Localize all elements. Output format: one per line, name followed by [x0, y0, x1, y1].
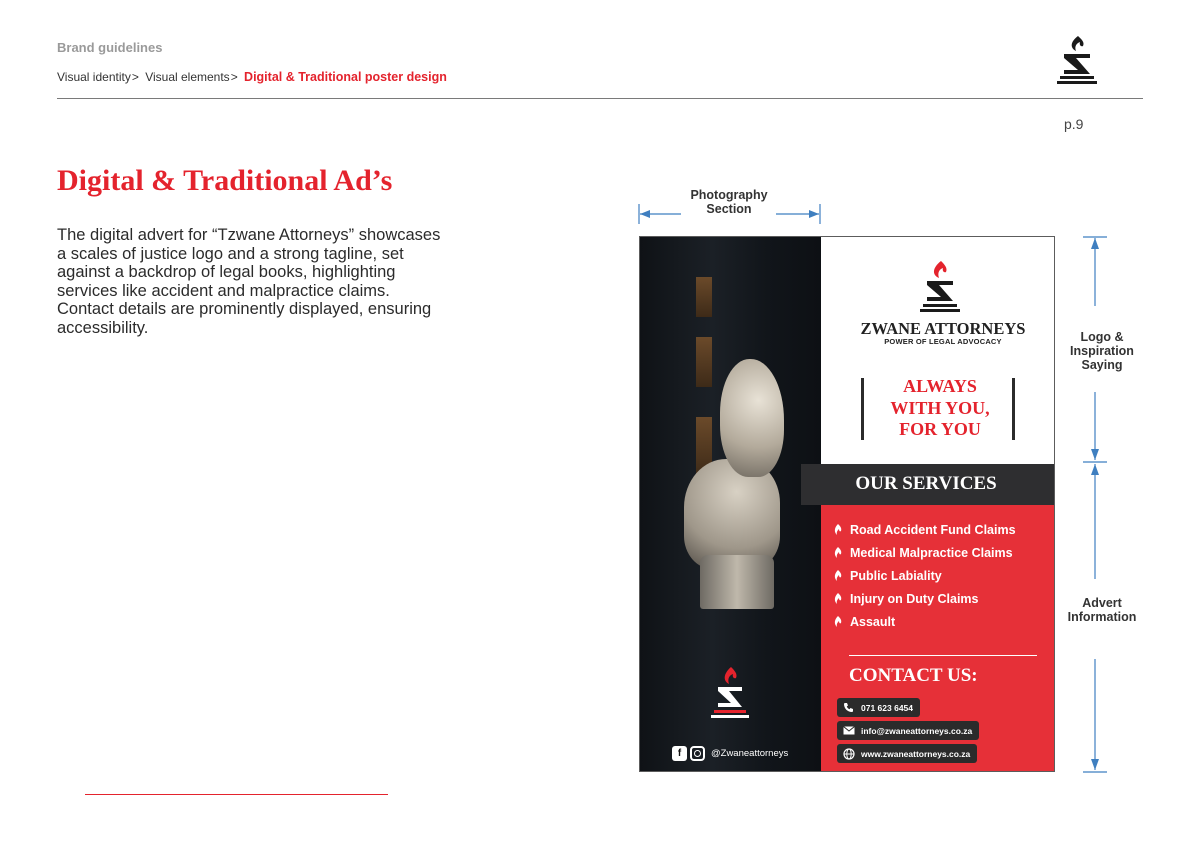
service-item [833, 520, 1016, 540]
flame-bullet-icon [833, 616, 843, 628]
envelope-icon [842, 724, 855, 737]
services-title: OUR SERVICES [855, 473, 997, 494]
page-number: p.9 [1064, 116, 1084, 132]
book-shelf [696, 277, 712, 317]
service-item [833, 566, 942, 586]
flame-bullet-icon [833, 593, 843, 605]
header-divider [57, 98, 1143, 99]
firm-name: ZWANE ATTORNEYS [860, 319, 1026, 338]
section-description: The digital advert for “Tzwane Attorneys” showcases a scales of justice logo and a strong tagline, set against a backdrop of legal books, highlighting services like accident and malpractice claims. Contact details are prominently displayed, ensuring accessibility. [57, 226, 441, 337]
vertical-dimension-arrows [1080, 234, 1110, 776]
photography-width-dimension-arrow [636, 202, 826, 226]
flame-bullet-icon [833, 570, 843, 582]
contact-divider [849, 655, 1037, 656]
breadcrumb-current: Digital & Traditional poster design [244, 70, 447, 84]
firm-tagline: POWER OF LEGAL ADVOCACY [884, 337, 1002, 346]
section-title: Digital & Traditional Ad’s [57, 164, 393, 197]
slogan-left-bar [861, 378, 864, 440]
breadcrumb-separator: > [131, 70, 139, 84]
annotation-line: Information [1067, 610, 1137, 624]
annotation-line: Saying [1081, 358, 1123, 372]
zwane-logo-icon [1054, 34, 1100, 88]
email-address: info@zwaneattorneys.co.za [861, 725, 973, 736]
phone-icon [842, 701, 855, 714]
social-media-row [672, 745, 788, 761]
service-item [833, 589, 979, 609]
phone-number: 071 623 6454 [861, 702, 913, 713]
footer-divider [85, 794, 388, 795]
facebook-icon[interactable]: f [672, 746, 687, 761]
breadcrumb-visual-identity: Visual identity [57, 70, 131, 84]
poster-logo-icon [915, 259, 965, 317]
social-handle: @Zwaneattorneys [711, 747, 789, 759]
service-label: Public Labiality [850, 569, 942, 583]
marble-bust-pedestal [700, 555, 774, 609]
marble-bust-head [720, 359, 784, 477]
brand-guidelines-label: Brand guidelines [57, 40, 163, 55]
breadcrumb [57, 70, 447, 84]
service-item [833, 612, 895, 632]
slogan-line: FOR YOU [899, 419, 981, 439]
breadcrumb-visual-elements: Visual elements [145, 70, 230, 84]
globe-icon [842, 747, 855, 760]
book-shelf [696, 337, 712, 387]
marble-bust-chest [684, 459, 780, 569]
advert-poster [639, 236, 1055, 772]
website-url: www.zwaneattorneys.co.za [861, 748, 971, 759]
flame-bullet-icon [833, 547, 843, 559]
logo-inspiration-label [1058, 330, 1146, 372]
annotation-line: Advert [1082, 596, 1122, 610]
advert-information-panel [821, 505, 1055, 772]
annotation-line: Logo & [1080, 330, 1124, 344]
poster-photography-section [640, 237, 821, 772]
phone-contact[interactable] [837, 698, 920, 717]
annotation-line: Section [706, 202, 752, 216]
flame-bullet-icon [833, 524, 843, 536]
poster-footer-logo-icon [708, 665, 752, 725]
service-label: Assault [850, 615, 896, 629]
contact-title: CONTACT US: [849, 665, 978, 686]
service-item [833, 543, 1013, 563]
breadcrumb-separator: > [230, 70, 238, 84]
slogan-line: ALWAYS [903, 376, 977, 396]
email-contact[interactable] [837, 721, 979, 740]
slogan-line: WITH YOU, [890, 397, 990, 418]
service-label: Medical Malpractice Claims [850, 546, 1013, 560]
website-contact[interactable] [837, 744, 977, 763]
service-label: Road Accident Fund Claims [850, 523, 1016, 537]
annotation-line: Inspiration [1070, 344, 1134, 358]
advert-information-label [1058, 596, 1146, 624]
instagram-icon[interactable] [690, 746, 705, 761]
annotation-line: Photography [690, 188, 768, 202]
service-label: Injury on Duty Claims [850, 592, 979, 606]
inspiration-slogan [866, 376, 1014, 441]
